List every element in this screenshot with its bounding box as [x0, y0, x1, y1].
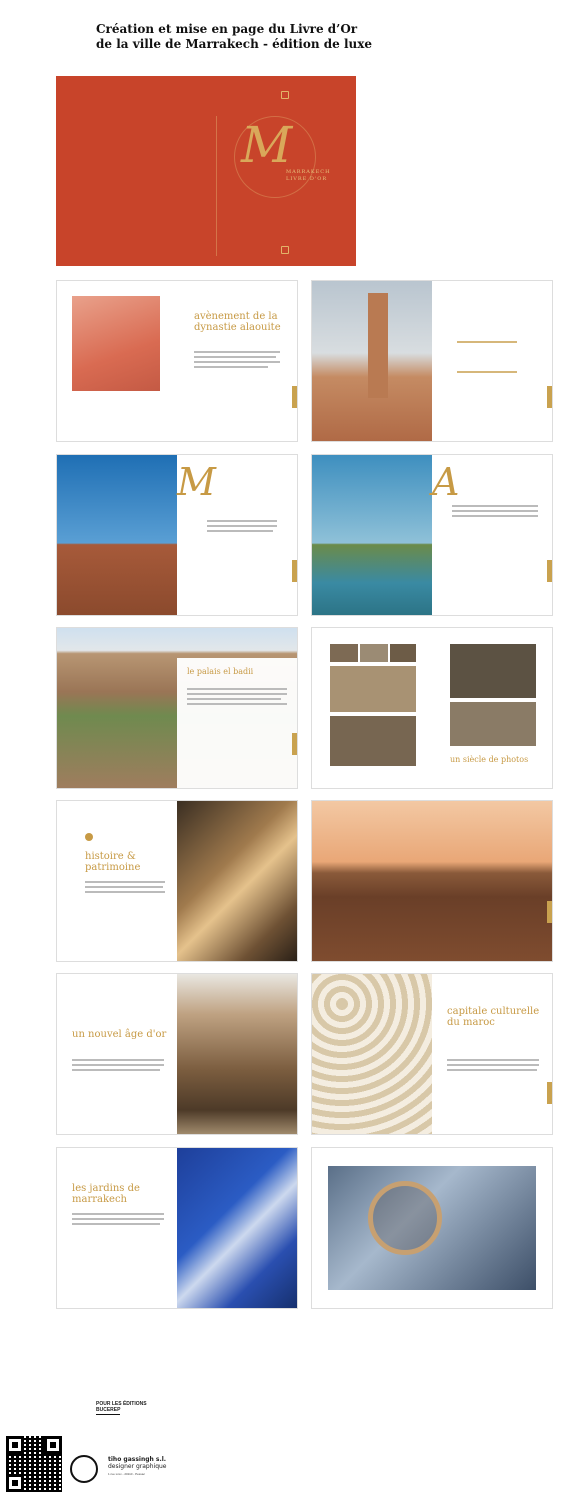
- body-text: [457, 341, 517, 343]
- credit-line2: BUCEREP: [96, 1407, 121, 1413]
- body-text: [85, 891, 165, 893]
- cover-monogram: M: [241, 116, 293, 174]
- minaret: [368, 293, 388, 398]
- spread-10-heading: capitale culturelle du maroc: [447, 1006, 540, 1028]
- spread-11-heading: les jardins de marrakech: [72, 1183, 140, 1205]
- cover-subtitle: LIVRE D'OR: [286, 176, 328, 182]
- spread-4: [311, 454, 553, 616]
- spread-5-heading: le palais el badii: [187, 667, 254, 676]
- body-text: [85, 886, 163, 888]
- spread-2: [311, 280, 553, 442]
- studio-title: tiho gassingh s.l.: [108, 1456, 167, 1463]
- studio-tagline: designer graphique: [108, 1463, 167, 1470]
- page-tab: [292, 560, 297, 582]
- page-title: [96, 22, 372, 52]
- page-tab: [547, 1082, 552, 1104]
- studio-name: [108, 1456, 167, 1470]
- vintage-photo: [360, 644, 388, 662]
- spread-11: [56, 1147, 298, 1309]
- vintage-photo: [330, 644, 358, 662]
- cover-title: MARRAKECH: [286, 169, 331, 175]
- credit-underline: [96, 1414, 120, 1415]
- studio-logo-icon: [70, 1455, 98, 1483]
- ornament-icon: [85, 833, 93, 841]
- page-tab: [547, 560, 552, 582]
- portrait-image: [72, 296, 160, 391]
- credit-line1: POUR LES ÉDITIONS: [96, 1401, 147, 1407]
- vintage-photo: [450, 644, 536, 698]
- spread-3: [56, 454, 298, 616]
- body-text: [194, 361, 280, 363]
- client-credit: [96, 1401, 147, 1415]
- jemaa-el-fna-photo: [312, 801, 552, 961]
- cover-ornament: [281, 91, 289, 99]
- spread-9-heading: un nouvel âge d'or: [72, 1029, 167, 1040]
- photo-collage: [312, 628, 432, 788]
- vintage-photo: [390, 644, 416, 662]
- arches-photo: [177, 801, 297, 961]
- page-text: [57, 801, 177, 961]
- spread-9: [56, 973, 298, 1135]
- ramparts-photo: [57, 455, 177, 615]
- qr-code[interactable]: [6, 1436, 62, 1492]
- spread-7-heading: histoire & patrimoine: [85, 851, 141, 873]
- stucco-pattern-photo: [312, 974, 432, 1134]
- spread-10: [311, 973, 553, 1135]
- vintage-photo: [450, 702, 536, 746]
- cover-ornament: [281, 246, 289, 254]
- body-text: [447, 1059, 539, 1061]
- body-text: [452, 515, 538, 517]
- spread-6-heading: un siècle de photos: [450, 755, 529, 764]
- qr-finder: [44, 1436, 62, 1454]
- page-tab: [292, 386, 297, 408]
- spread-1-heading: avènement de la dynastie alaouite: [194, 311, 281, 333]
- body-text: [207, 525, 277, 527]
- page-image: [57, 281, 177, 441]
- body-text: [187, 698, 281, 700]
- spread-7: [56, 800, 298, 962]
- body-text: [447, 1069, 537, 1071]
- page-text: [432, 974, 552, 1134]
- body-text: [85, 881, 165, 883]
- page-text: [432, 455, 552, 615]
- body-text: [187, 688, 287, 690]
- body-text: [207, 520, 277, 522]
- body-text: [452, 505, 538, 507]
- majorelle-photo: [177, 1148, 297, 1308]
- page-tab: [547, 901, 552, 923]
- body-text: [207, 530, 273, 532]
- body-text: [72, 1218, 164, 1220]
- studio-contact: 1 rue xxxx - 20110 - Pessac: [108, 1472, 145, 1476]
- page-text: [432, 628, 552, 788]
- body-text: [457, 371, 517, 373]
- page-text: [57, 1148, 177, 1308]
- spread-1: [56, 280, 298, 442]
- page-title-line1: Création et mise en page du Livre d’Or: [96, 22, 358, 36]
- page-text: [432, 281, 552, 441]
- page-text: [57, 974, 177, 1134]
- page-title-line2: de la ville de Marrakech - édition de luxe: [96, 37, 373, 51]
- body-text: [72, 1059, 164, 1061]
- drop-cap: A: [432, 460, 460, 504]
- body-text: [72, 1064, 164, 1066]
- circular-emblem: [368, 1181, 442, 1255]
- spread-12: [311, 1147, 553, 1309]
- body-text: [72, 1223, 160, 1225]
- page-text: [177, 455, 297, 615]
- body-text: [194, 351, 280, 353]
- menara-photo: [312, 455, 432, 615]
- qr-finder: [6, 1436, 24, 1454]
- page-text: [177, 658, 297, 788]
- spread-6: [311, 627, 553, 789]
- body-text: [72, 1213, 164, 1215]
- page-tab: [292, 733, 297, 755]
- drop-cap: M: [177, 460, 216, 504]
- vintage-photo: [330, 666, 416, 712]
- body-text: [72, 1069, 160, 1071]
- body-text: [187, 693, 287, 695]
- body-text: [452, 510, 538, 512]
- koutoubia-photo: [312, 281, 432, 441]
- cover-spine: [216, 116, 217, 256]
- body-text: [194, 366, 268, 368]
- vintage-photo: [330, 716, 416, 766]
- body-text: [187, 703, 287, 705]
- spread-8: [311, 800, 553, 962]
- body-text: [447, 1064, 539, 1066]
- medersa-photo: [177, 974, 297, 1134]
- page-tab: [547, 386, 552, 408]
- architecture-photo: [328, 1166, 536, 1290]
- page-text: [177, 281, 297, 441]
- body-text: [194, 356, 276, 358]
- spread-5: [56, 627, 298, 789]
- qr-finder: [6, 1474, 24, 1492]
- cover-spread: [56, 76, 356, 266]
